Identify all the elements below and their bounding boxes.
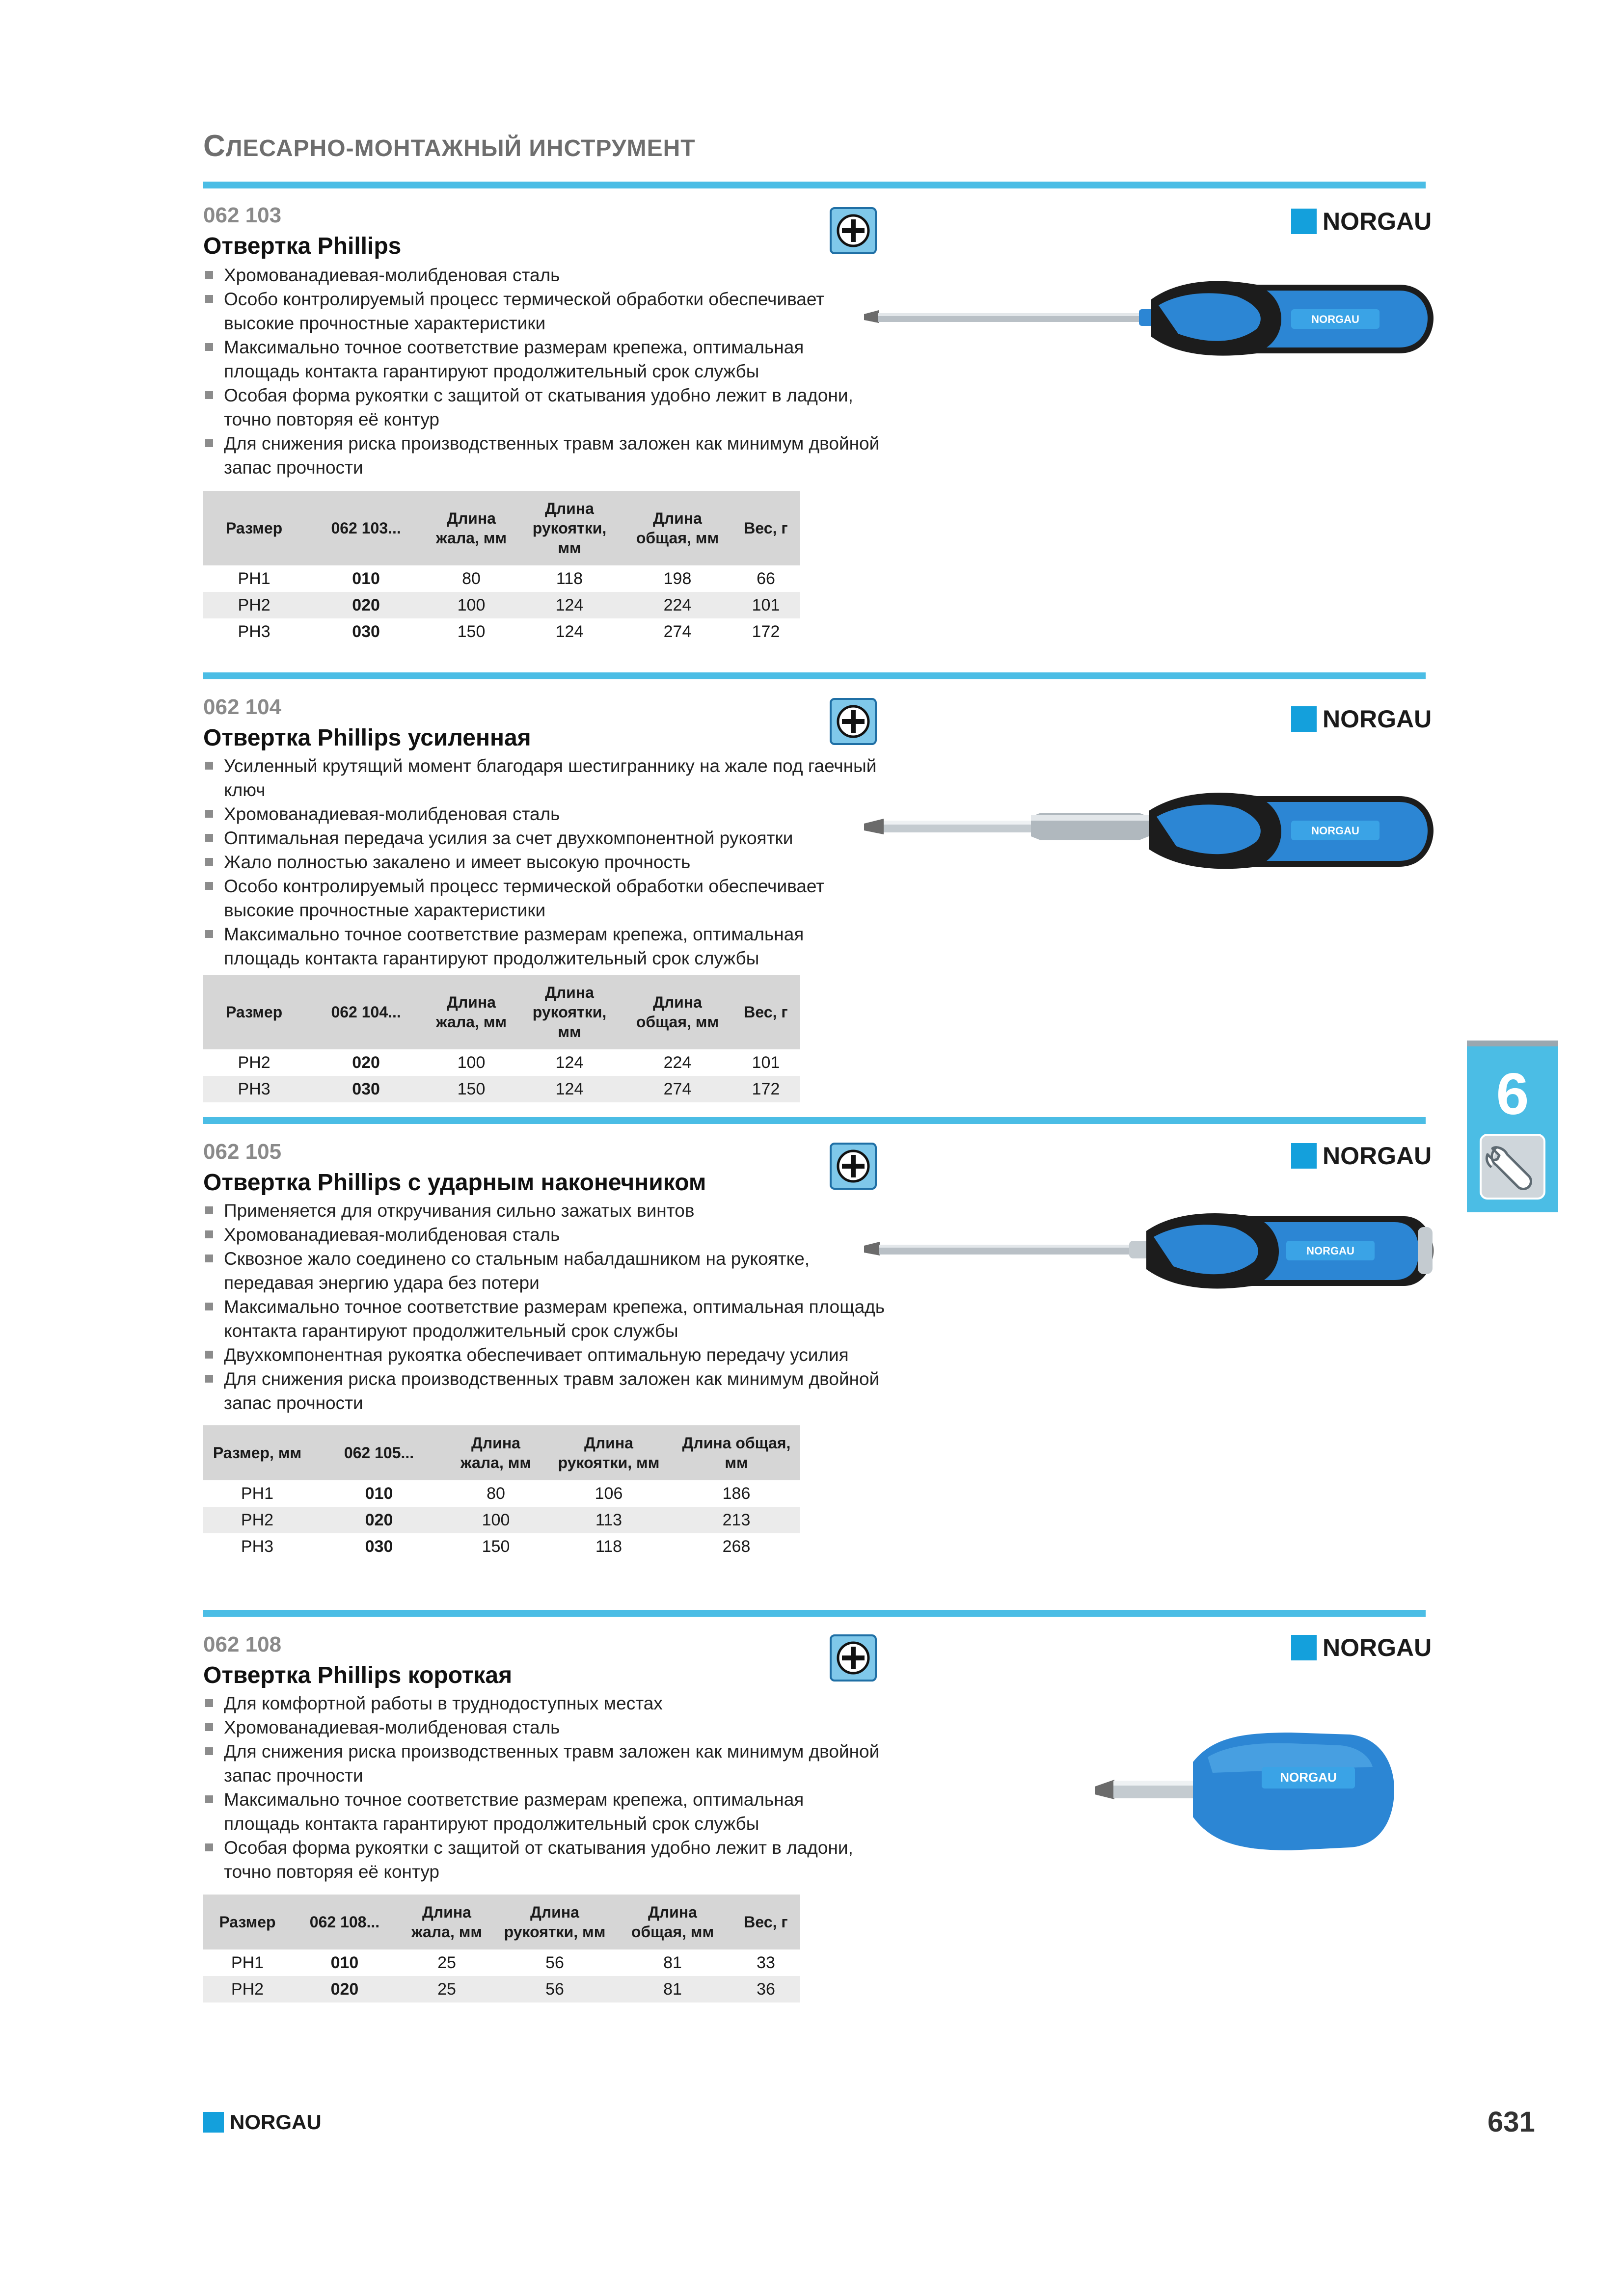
phillips-plus-icon <box>830 698 877 745</box>
table-row <box>203 1949 800 1976</box>
cell: 101 <box>752 1053 780 1072</box>
feature-item: Для снижения риска производственных травм заложен как минимум двойной запас прочности <box>203 1739 881 1788</box>
feature-item: Особо контролируемый процесс термической обработки обеспечивает высокие прочностные характеристики <box>203 287 881 335</box>
table-row <box>203 1533 800 1560</box>
table-row <box>203 1049 800 1076</box>
table-header: 062 105... <box>311 1425 447 1480</box>
cell: 198 <box>663 569 692 588</box>
feature-item: Максимально точное соответствие размерам крепежа, оптимальная площадь контакта гарантируют продолжительный срок службы <box>203 335 881 383</box>
feature-item: Сквозное жало соединено со стальным набалдашником на рукоятке, передавая энергию удара без потери <box>203 1247 900 1295</box>
table-header: 062 103... <box>305 491 427 565</box>
feature-item: Жало полностью закалено и имеет высокую прочность <box>203 850 881 874</box>
svg-text:NORGAU: NORGAU <box>1311 825 1359 837</box>
cell: 150 <box>427 1076 515 1102</box>
table-header: 062 104... <box>305 975 427 1049</box>
cell: 80 <box>462 569 481 588</box>
cell: 81 <box>663 1953 682 1972</box>
page-number: 631 <box>1488 2106 1535 2138</box>
feature-item: Особая форма рукоятки с защитой от скатывания удобно лежит в ладони, точно повторяя её контур <box>203 1836 881 1884</box>
cell: 010 <box>365 1484 393 1503</box>
table-header: Размер <box>203 975 305 1049</box>
svg-text:NORGAU: NORGAU <box>1306 1245 1354 1257</box>
spec-table <box>203 491 800 645</box>
table-header: Длина общая, мм <box>623 491 731 565</box>
feature-item: Хромованадиевая-молибденовая сталь <box>203 1223 900 1247</box>
cell: 25 <box>398 1976 496 2002</box>
cell: 100 <box>427 592 515 618</box>
table-header: Длина общая, мм <box>614 1895 731 1949</box>
cell: PH3 <box>241 1537 274 1556</box>
product-code: 062 105 <box>203 1140 282 1164</box>
cell: 124 <box>515 1076 623 1102</box>
table-row <box>203 1976 800 2002</box>
table-row <box>203 618 800 645</box>
phillips-plus-icon <box>830 1143 877 1190</box>
feature-item: Оптимальная передача усилия за счет двухкомпонентной рукоятки <box>203 826 881 850</box>
short-screwdriver-image <box>1095 1728 1399 1858</box>
section-divider <box>203 672 1426 679</box>
brand-name: NORGAU <box>1323 705 1432 733</box>
cell: 80 <box>487 1484 505 1503</box>
cell: PH2 <box>203 1507 311 1533</box>
cell: 100 <box>457 1053 486 1072</box>
table-header: Длина общая, мм <box>623 975 731 1049</box>
cell: PH3 <box>203 1076 305 1102</box>
cell: 118 <box>595 1537 622 1556</box>
feature-list <box>203 263 881 480</box>
feature-item: Усиленный крутящий момент благодаря шестиграннику на жале под гаечный ключ <box>203 754 881 802</box>
cell: 172 <box>731 1076 800 1102</box>
section-divider <box>203 1610 1426 1617</box>
footer-brand-logo <box>203 2110 322 2134</box>
product-title: Отвертка Phillips короткая <box>203 1662 513 1688</box>
cell: 25 <box>437 1953 456 1972</box>
product-code: 062 103 <box>203 203 282 227</box>
cell: 66 <box>757 569 775 588</box>
feature-list <box>203 1691 881 1884</box>
table-row <box>203 565 800 592</box>
table-header: Размер <box>203 1895 292 1949</box>
cell: PH2 <box>203 592 305 618</box>
screwdriver-image <box>864 275 1434 366</box>
cell: 150 <box>457 622 486 641</box>
screwdriver-image <box>864 1207 1434 1298</box>
chapter-tab-bar <box>1467 1041 1558 1046</box>
spec-table <box>203 1895 800 2002</box>
cell: PH3 <box>238 622 270 641</box>
cell: 106 <box>595 1484 623 1503</box>
product-title: Отвертка Phillips усиленная <box>203 725 531 751</box>
cell: 020 <box>305 592 427 618</box>
product-title: Отвертка Phillips с ударным наконечником <box>203 1170 706 1196</box>
cell: 113 <box>545 1507 673 1533</box>
cell: 274 <box>663 622 692 641</box>
table-header: Длина рукоятки, мм <box>515 491 623 565</box>
cell: 81 <box>614 1976 731 2002</box>
cell: PH1 <box>231 1953 264 1972</box>
cell: 36 <box>731 1976 800 2002</box>
feature-list <box>203 1199 900 1415</box>
feature-item: Для снижения риска производственных травм заложен как минимум двойной запас прочности <box>203 1367 900 1415</box>
cell: 213 <box>673 1507 800 1533</box>
brand-name: NORGAU <box>1323 1634 1432 1661</box>
feature-item: Особая форма рукоятки с защитой от скатывания удобно лежит в ладони, точно повторяя её контур <box>203 383 881 431</box>
table-header: Длина рукоятки, мм <box>496 1895 614 1949</box>
cell: 118 <box>556 569 583 588</box>
cell: 100 <box>447 1507 545 1533</box>
cell: 101 <box>731 592 800 618</box>
page-title <box>203 129 696 163</box>
table-header: Длина рукоятки, мм <box>515 975 623 1049</box>
table-header: Длина общая, мм <box>673 1425 800 1480</box>
brand-logo <box>1291 1633 1432 1662</box>
section-divider <box>203 1117 1426 1124</box>
feature-item: Особо контролируемый процесс термической обработки обеспечивает высокие прочностные характеристики <box>203 874 881 922</box>
table-header: Длина рукоятки, мм <box>545 1425 673 1480</box>
feature-item: Максимально точное соответствие размерам крепежа, оптимальная площадь контакта гарантируют продолжительный срок службы <box>203 922 881 970</box>
cell: 010 <box>330 1953 359 1972</box>
cell: 274 <box>623 1076 731 1102</box>
feature-item: Хромованадиевая-молибденовая сталь <box>203 263 881 287</box>
cell: 030 <box>352 622 380 641</box>
feature-item: Хромованадиевая-молибденовая сталь <box>203 802 881 826</box>
table-row <box>203 1480 800 1507</box>
chapter-number: 6 <box>1496 1061 1529 1127</box>
cell: 56 <box>545 1953 564 1972</box>
cell: 124 <box>555 622 584 641</box>
feature-item: Для комфортной работы в труднодоступных местах <box>203 1691 881 1715</box>
feature-item: Для снижения риска производственных травм заложен как минимум двойной запас прочности <box>203 431 881 480</box>
feature-item: Максимально точное соответствие размерам крепежа, оптимальная площадь контакта гарантируют продолжительный срок службы <box>203 1788 881 1836</box>
cell: 010 <box>352 569 380 588</box>
cell: PH2 <box>238 1053 270 1072</box>
brand-name: NORGAU <box>230 2110 322 2134</box>
table-header: 062 108... <box>292 1895 398 1949</box>
phillips-plus-icon <box>830 1634 877 1682</box>
cell: 020 <box>292 1976 398 2002</box>
wrench-icon <box>1480 1134 1545 1200</box>
table-header: Размер <box>203 491 305 565</box>
cell: 224 <box>663 1053 692 1072</box>
cell: 124 <box>515 592 623 618</box>
table-header: Вес, г <box>731 975 800 1049</box>
cell: 186 <box>722 1484 751 1503</box>
spec-table <box>203 975 800 1102</box>
feature-item: Максимально точное соответствие размерам крепежа, оптимальная площадь контакта гарантируют продолжительный срок службы <box>203 1295 900 1343</box>
cell: 030 <box>365 1537 393 1556</box>
cell: PH1 <box>241 1484 274 1503</box>
product-code: 062 108 <box>203 1632 282 1656</box>
cell: 56 <box>496 1976 614 2002</box>
svg-text:NORGAU: NORGAU <box>1280 1770 1337 1785</box>
brand-name: NORGAU <box>1323 1142 1432 1170</box>
feature-item: Применяется для откручивания сильно зажатых винтов <box>203 1199 900 1223</box>
cell: 150 <box>482 1537 510 1556</box>
table-row <box>203 592 800 618</box>
brand-logo <box>1291 207 1432 236</box>
table-header: Вес, г <box>731 491 800 565</box>
phillips-plus-icon <box>830 207 877 254</box>
table-header: Размер, мм <box>203 1425 311 1480</box>
feature-list <box>203 754 881 970</box>
table-header: Длина жала, мм <box>447 1425 545 1480</box>
table-header: Длина жала, мм <box>398 1895 496 1949</box>
product-title: Отвертка Phillips <box>203 233 402 259</box>
cell: PH2 <box>203 1976 292 2002</box>
section-divider <box>203 182 1426 188</box>
cell: 268 <box>722 1537 751 1556</box>
page-title-cap: С <box>203 129 226 163</box>
page-title-rest: ЛЕСАРНО-МОНТАЖНЫЙ ИНСТРУМЕНТ <box>225 135 696 161</box>
cell: 020 <box>352 1053 380 1072</box>
table-header: Длина жала, мм <box>427 491 515 565</box>
table-row <box>203 1076 800 1102</box>
spec-table <box>203 1425 800 1560</box>
cell: 030 <box>305 1076 427 1102</box>
brand-logo <box>1291 1142 1432 1170</box>
brand-name: NORGAU <box>1323 208 1432 235</box>
cell: PH1 <box>238 569 270 588</box>
cell: 33 <box>757 1953 775 1972</box>
table-header: Вес, г <box>731 1895 800 1949</box>
table-row <box>203 1507 800 1533</box>
feature-item: Двухкомпонентная рукоятка обеспечивает оптимальную передачу усилия <box>203 1343 900 1367</box>
brand-logo <box>1291 705 1432 733</box>
cell: 224 <box>623 592 731 618</box>
screwdriver-image <box>864 785 1434 881</box>
cell: 020 <box>311 1507 447 1533</box>
cell: 124 <box>555 1053 584 1072</box>
table-header: Длина жала, мм <box>427 975 515 1049</box>
product-code: 062 104 <box>203 695 282 719</box>
svg-text:NORGAU: NORGAU <box>1311 313 1359 325</box>
cell: 172 <box>752 622 780 641</box>
chapter-tab <box>1467 1041 1558 1212</box>
feature-item: Хромованадиевая-молибденовая сталь <box>203 1715 881 1739</box>
